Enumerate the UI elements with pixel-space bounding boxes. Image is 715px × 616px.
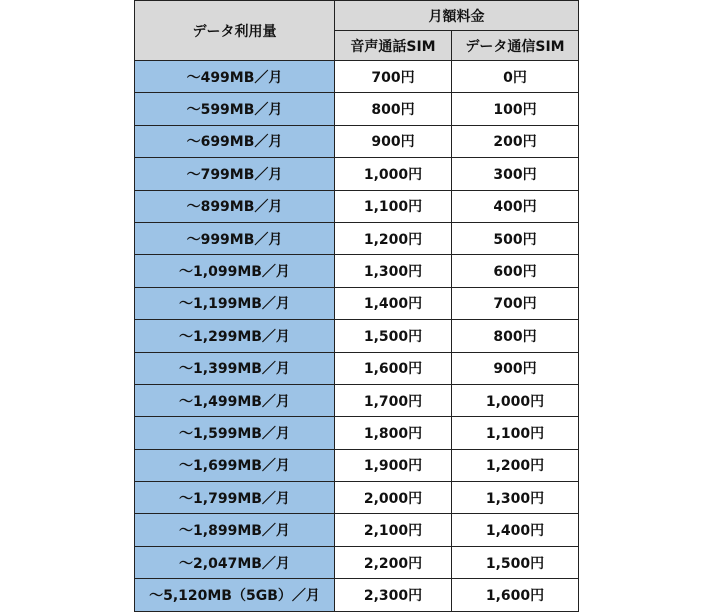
data-usage-cell: ～1,399MB／月 [135,352,335,384]
data-usage-cell: ～799MB／月 [135,158,335,190]
data-usage-cell: ～499MB／月 [135,61,335,93]
data-sim-price-cell: 900円 [452,352,579,384]
table-row [135,93,579,125]
voice-sim-price-cell: 1,600円 [335,352,452,384]
voice-sim-price-cell: 1,400円 [335,287,452,319]
data-sim-price-cell: 400円 [452,190,579,222]
table-row [135,287,579,319]
table-body [135,61,579,612]
voice-sim-price-cell: 1,100円 [335,190,452,222]
data-usage-cell: ～1,099MB／月 [135,255,335,287]
data-usage-cell: ～2,047MB／月 [135,546,335,578]
table-row [135,125,579,157]
data-usage-cell: ～1,899MB／月 [135,514,335,546]
voice-sim-price-cell: 700円 [335,61,452,93]
data-usage-cell: ～599MB／月 [135,93,335,125]
table-row [135,482,579,514]
table-row [135,449,579,481]
table-row [135,190,579,222]
voice-sim-price-cell: 1,000円 [335,158,452,190]
data-usage-cell: ～1,299MB／月 [135,320,335,352]
header-monthly-fee: 月額料金 [335,1,579,31]
table-row [135,514,579,546]
voice-sim-price-cell: 2,000円 [335,482,452,514]
voice-sim-price-cell: 1,900円 [335,449,452,481]
header-data-sim: データ通信SIM [452,31,579,61]
table-row [135,579,579,611]
data-usage-cell: ～1,199MB／月 [135,287,335,319]
voice-sim-price-cell: 900円 [335,125,452,157]
data-sim-price-cell: 0円 [452,61,579,93]
voice-sim-price-cell: 1,500円 [335,320,452,352]
data-usage-cell: ～1,699MB／月 [135,449,335,481]
header-data-usage: データ利用量 [135,1,335,61]
data-sim-price-cell: 1,300円 [452,482,579,514]
data-usage-cell: ～1,499MB／月 [135,384,335,416]
voice-sim-price-cell: 2,300円 [335,579,452,611]
data-sim-price-cell: 600円 [452,255,579,287]
data-sim-price-cell: 1,200円 [452,449,579,481]
voice-sim-price-cell: 800円 [335,93,452,125]
table-header [135,1,579,61]
price-table [134,0,579,612]
voice-sim-price-cell: 1,700円 [335,384,452,416]
data-usage-cell: ～899MB／月 [135,190,335,222]
header-voice-sim: 音声通話SIM [335,31,452,61]
header-row-top [135,1,579,31]
data-sim-price-cell: 500円 [452,222,579,254]
data-sim-price-cell: 1,600円 [452,579,579,611]
data-sim-price-cell: 1,000円 [452,384,579,416]
data-usage-cell: ～1,799MB／月 [135,482,335,514]
voice-sim-price-cell: 1,800円 [335,417,452,449]
data-sim-price-cell: 300円 [452,158,579,190]
voice-sim-price-cell: 2,100円 [335,514,452,546]
data-usage-cell: ～699MB／月 [135,125,335,157]
data-sim-price-cell: 1,500円 [452,546,579,578]
table-row [135,255,579,287]
voice-sim-price-cell: 2,200円 [335,546,452,578]
data-sim-price-cell: 700円 [452,287,579,319]
table-row [135,320,579,352]
data-sim-price-cell: 100円 [452,93,579,125]
table-row [135,158,579,190]
table-row [135,384,579,416]
table-row [135,222,579,254]
data-sim-price-cell: 800円 [452,320,579,352]
data-sim-price-cell: 200円 [452,125,579,157]
data-sim-price-cell: 1,400円 [452,514,579,546]
data-usage-cell: ～1,599MB／月 [135,417,335,449]
data-sim-price-cell: 1,100円 [452,417,579,449]
table-row [135,352,579,384]
data-usage-cell: ～999MB／月 [135,222,335,254]
table-row [135,546,579,578]
data-usage-cell: ～5,120MB（5GB）／月 [135,579,335,611]
voice-sim-price-cell: 1,300円 [335,255,452,287]
table-row [135,417,579,449]
voice-sim-price-cell: 1,200円 [335,222,452,254]
table-row [135,61,579,93]
